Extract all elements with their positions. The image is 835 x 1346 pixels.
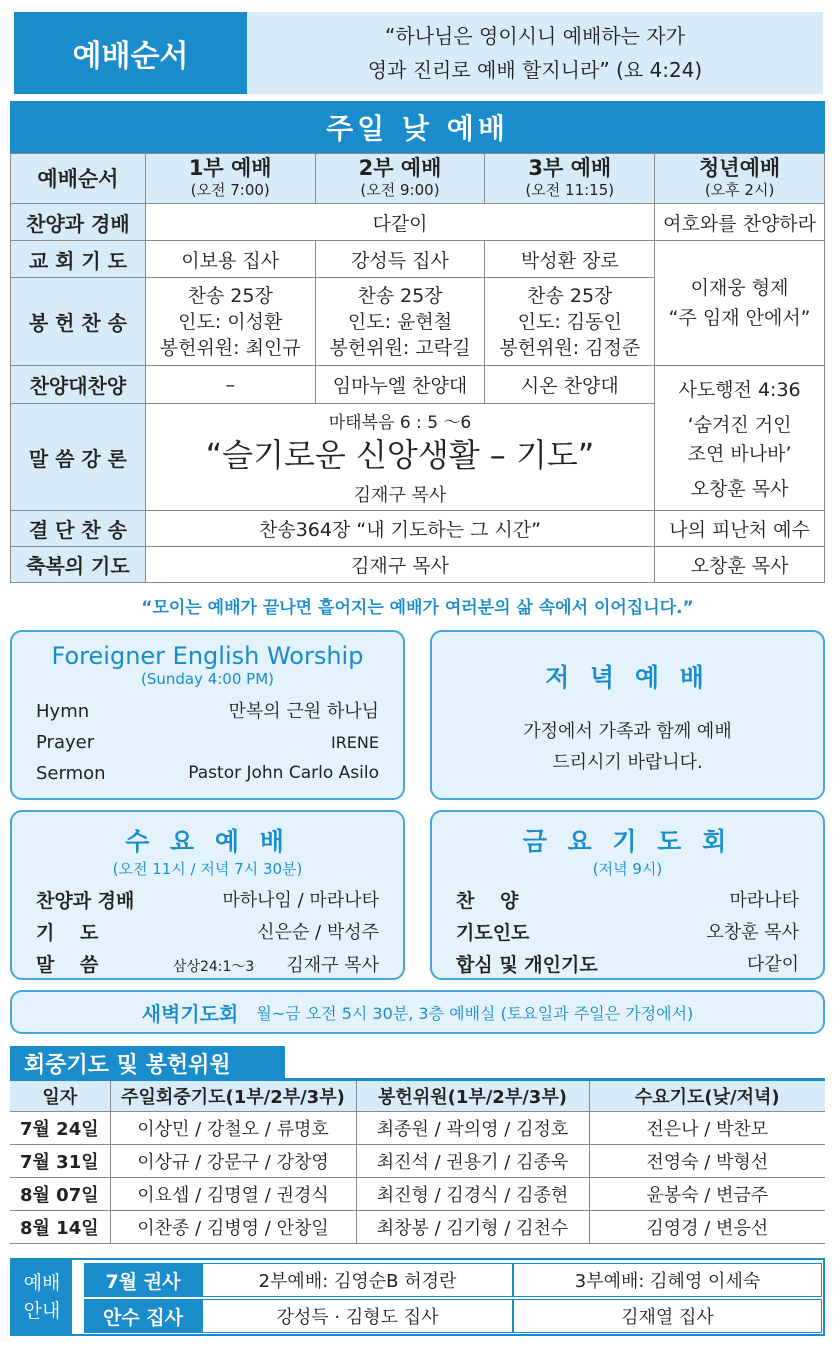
- dawn-text: 월~금 오전 5시 30분, 3층 예배실 (토요일과 주일은 가정에서): [256, 1003, 694, 1023]
- choir-s2: 임마누엘 찬양대: [315, 366, 485, 404]
- guide-role: 안수 집사: [84, 1299, 202, 1333]
- sermon-scripture: 마태복음 6 : 5 ～6: [328, 412, 472, 433]
- row-label-offering: 봉 헌 찬 송: [11, 278, 146, 366]
- youth-service-header: 청년예배 (오후 2시): [655, 154, 825, 204]
- order-header: 예배순서: [11, 154, 146, 204]
- prayer-s1: 이보용 집사: [145, 241, 315, 278]
- guide-cell: 3부예배: 김혜영 이세숙: [513, 1263, 822, 1297]
- english-row: Hymn 만복의 근원 하나님: [36, 701, 379, 722]
- english-row: Sermon Pastor John Carlo Asilo: [36, 763, 379, 784]
- table-row: 8월 07일 이요셉 / 김명열 / 권경식 최진형 / 김경식 / 김종현 윤봉숙 / 변금주: [10, 1177, 825, 1210]
- dawn-prayer-bar: [10, 990, 825, 1034]
- friday-row: 합심 및 개인기도 다같이: [456, 954, 799, 976]
- sunday-order-table: [10, 153, 825, 583]
- quote-line-2: 영과 진리로 예배 할지니라” (요 4:24): [367, 58, 703, 82]
- offering-s2: 찬송 25장 인도: 윤현철 봉헌위원: 고락길: [315, 278, 485, 366]
- offering-s1: 찬송 25장 인도: 이성환 봉헌위원: 최인규: [145, 278, 315, 366]
- evening-title: 저 녁 예 배: [545, 663, 710, 692]
- row-label-choir: 찬양대찬양: [11, 366, 146, 404]
- closing-all: 찬송364장 “내 기도하는 그 시간”: [145, 511, 654, 547]
- english-time: (Sunday 4:00 PM): [140, 670, 275, 688]
- sunday-worship-title: 주일 낮 예배: [10, 101, 825, 153]
- english-worship-box: [10, 630, 405, 800]
- evening-text: 가정에서 가족과 함께 예배 드리시기 바랍니다.: [523, 721, 732, 773]
- table-row: 8월 14일 이찬종 / 김병영 / 안창일 최창봉 / 김기형 / 김천수 김영경 / 변응선: [10, 1210, 825, 1243]
- offering-s3: 찬송 25장 인도: 김동인 봉헌위원: 김정준: [485, 278, 655, 366]
- duty-header-row: 일자 주일회중기도(1부/2부/3부) 봉헌위원(1부/2부/3부) 수요기도(낮/저녁): [10, 1081, 825, 1111]
- service-1-header: 1부 예배 (오전 7:00): [145, 154, 315, 204]
- friday-time: (저녁 9시): [592, 860, 663, 878]
- guide-role: 7월 권사: [84, 1263, 202, 1297]
- worship-guide: [10, 1258, 825, 1336]
- scripture-quote: [247, 12, 823, 94]
- table-row: 7월 31일 이상규 / 강문구 / 강창영 최진석 / 권용기 / 김종욱 전영숙 / 박형선: [10, 1144, 825, 1177]
- wednesday-row: 말 씀 삼상24:1～3 김재구 목사: [36, 954, 379, 976]
- wednesday-row: 기 도 신은순 / 박성주: [36, 922, 379, 944]
- row-label-closing: 결 단 찬 송: [11, 511, 146, 547]
- sermon-title: “슬기로운 신앙생활 – 기도”: [205, 435, 595, 474]
- guide-cell: 2부예배: 김영순B 허경란: [202, 1263, 513, 1297]
- table-row: 7월 24일 이상민 / 강철오 / 류명호 최종원 / 곽의영 / 김정호 전은나 / 박찬모: [10, 1111, 825, 1144]
- row-label-praise: 찬양과 경배: [11, 204, 146, 241]
- choir-s1: –: [145, 366, 315, 404]
- service-3-header: 3부 예배 (오전 11:15): [485, 154, 655, 204]
- quote-line-1: “하나님은 영이시니 예배하는 자가: [385, 24, 685, 48]
- page-title: 예배순서: [14, 12, 247, 94]
- guide-cell: 강성득 · 김형도 집사: [202, 1299, 513, 1333]
- blessing-all: 김재구 목사: [145, 547, 654, 583]
- praise-all: 다같이: [145, 204, 654, 241]
- english-title: Foreigner English Worship: [51, 642, 364, 670]
- wednesday-row: 찬양과 경배 마하나임 / 마라나타: [36, 890, 379, 912]
- friday-prayer-box: [430, 810, 825, 980]
- youth-praise: 이재웅 형제 “주 임재 안에서”: [655, 241, 825, 366]
- prayer-s2: 강성득 집사: [315, 241, 485, 278]
- praise-youth: 여호와를 찬양하라: [655, 204, 825, 241]
- motto: “모이는 예배가 끝나면 흩어지는 예배가 여러분의 삶 속에서 이어집니다.”: [141, 598, 694, 618]
- service-2-header: 2부 예배 (오전 9:00): [315, 154, 485, 204]
- wednesday-worship-box: [10, 810, 405, 980]
- guide-label: 예배 안내: [12, 1260, 72, 1334]
- friday-title: 금 요 기 도 회: [522, 827, 733, 856]
- friday-row: 기도인도 오창훈 목사: [456, 922, 799, 944]
- wednesday-title: 수 요 예 배: [125, 827, 290, 856]
- sermon-preacher: 김재구 목사: [353, 484, 447, 506]
- youth-sermon: 사도행전 4:36 ‘숨겨진 거인 조연 바나바’ 오창훈 목사: [655, 366, 825, 511]
- guide-cell: 김재열 집사: [513, 1299, 822, 1333]
- row-label-prayer: 교 회 기 도: [11, 241, 146, 278]
- row-label-blessing: 축복의 기도: [11, 547, 146, 583]
- wednesday-time: (오전 11시 / 저녁 7시 30분): [112, 860, 303, 878]
- closing-youth: 나의 피난처 예수: [655, 511, 825, 547]
- dawn-title: 새벽기도회: [141, 1001, 239, 1026]
- choir-s3: 시온 찬양대: [485, 366, 655, 404]
- duty-table: [10, 1081, 825, 1244]
- evening-worship-box: [430, 630, 825, 800]
- english-row: Prayer IRENE: [36, 732, 379, 753]
- row-label-sermon: 말 씀 강 론: [11, 404, 146, 511]
- blessing-youth: 오창훈 목사: [655, 547, 825, 583]
- friday-row: 찬 양 마라나타: [456, 890, 799, 912]
- duty-section-title: 회중기도 및 봉헌위원: [10, 1046, 285, 1080]
- prayer-s3: 박성환 장로: [485, 241, 655, 278]
- sermon-all: [145, 404, 654, 511]
